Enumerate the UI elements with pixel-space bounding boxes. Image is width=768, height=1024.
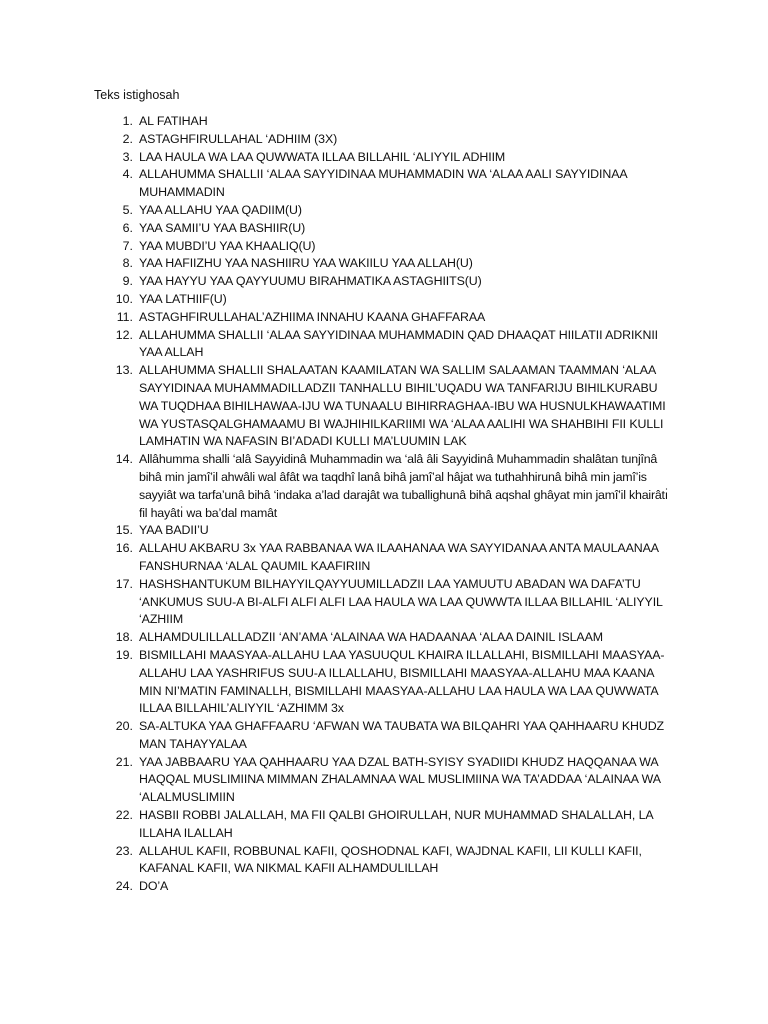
list-item-number: 16. <box>115 541 133 556</box>
list-item <box>0 629 768 647</box>
list-item-number: 24. <box>115 879 133 894</box>
list-item-number: 15. <box>115 523 133 538</box>
list-item <box>0 807 768 843</box>
list-item-number: 6. <box>122 220 133 235</box>
list-item-text: BISMILLAHI MAASYAA-ALLAHU LAA YASUUQUL KHAIRA ILLALLAHI, BISMILLAHI MAASYAA-ALLAHU LAA YASHRIFUS SUU-A ILLALLAHU, BISMILLAHI MAASYAA-ALLAHU MAA KAANA MIN NI’MATIN FAMINALLH, BISMILLAHI MAASYAA-ALLAHU LAA HAULA WA LAA QUWWATA ILLAA BILLAHIL’ALIYYIL ‘AZHIMM 3x <box>139 647 665 716</box>
list-item-number: 13. <box>115 363 133 378</box>
list-item-number: 9. <box>122 274 133 289</box>
list-item <box>0 220 768 238</box>
list-item-number: 4. <box>122 167 133 182</box>
list-item-text: ALHAMDULILLALLADZII ‘AN’AMA ‘ALAINAA WA HADAANAA ‘ALAA DAINIL ISLAAM <box>139 630 603 645</box>
list-item <box>0 131 768 149</box>
list-item <box>0 718 768 754</box>
list-item-text: ALLAHUMMA SHALLII SHALAATAN KAAMILATAN WA SALLIM SALAAMAN TAAMMAN ‘ALAA SAYYIDINAA MUHAMMADILLADZII TANHALLU BIHIL’UQADU WA TANFARIJU BIHILKURABU WA TUQDHAA BIHILHAWAA-IJU WA TUNAALU BIHIRRAGHAA-IBU WA HUSNULKHAWAATIMI WA YUSTASQALGHAMAAMU BI WAJHIHILKARIIMI WA ‘ALAA AALIHI WA SHAHBIHI FII KULLI LAMHATIN WA NAFASIN BI’ADADI KULLI MA’LUUMIN LAK <box>139 363 666 449</box>
list-item-number: 8. <box>122 256 133 271</box>
list-item <box>0 291 768 309</box>
list-item-text: ALLAHUMMA SHALLII ‘ALAA SAYYIDINAA MUHAMMADIN QAD DHAAQAT HIILATII ADRIKNII YAA ALLAH <box>139 327 659 360</box>
list-item-text: ALLAHUL KAFII, ROBBUNAL KAFII, QOSHODNAL KAFI, WAJDNAL KAFII, LII KULLI KAFII, KAFANAL KAFII, WA NIKMAL KAFII ALHAMDULILLAH <box>139 843 642 876</box>
list-item <box>0 451 768 522</box>
list-item <box>0 113 768 131</box>
list-item-number: 7. <box>122 238 133 253</box>
list-item-number: 10. <box>115 291 133 306</box>
list-item-number: 20. <box>115 719 133 734</box>
list-item-number: 23. <box>115 843 133 858</box>
list-item <box>0 149 768 167</box>
list-item <box>0 166 768 202</box>
list-item-text: HASBII ROBBI JALALLAH, MA FII QALBI GHOIRULLAH, NUR MUHAMMAD SHALALLAH, LA ILLAHA ILALLAH <box>139 808 653 840</box>
list-item-number: 21. <box>115 754 133 769</box>
list-item-number: 3. <box>122 149 133 164</box>
list-item-text: Allâhumma shalli ‘alâ Sayyidinâ Muhammadin wa ‘alâ âli Sayyidinâ Muhammadin shalâtan tunjînâ bihâ min jamî’il ahwâli wal âfât wa taqdhî lanâ bihâ jamî’al hâjat wa tuthahhirunâ bihâ min jamî’is sayyiât wa tarfa’unâ bihâ ‘indaka a’lad darajât wa tuballighunâ bihâ aqshal ghâyat min jamî’il khairâtı̇ fil hayâtı̇ wa ba’dal mamât <box>139 452 669 520</box>
list-item-text: SA-ALTUKA YAA GHAFFAARU ‘AFWAN WA TAUBATA WA BILQAHRI YAA QAHHAARU KHUDZ MAN TAHAYYALAA <box>139 719 665 751</box>
list-item <box>0 878 768 896</box>
list-item-text: YAA MUBDI’U YAA KHAALIQ(U) <box>139 238 316 253</box>
list-item-text: DO’A <box>139 879 169 894</box>
prayer-list <box>0 113 768 896</box>
list-item-text: ALLAHUMMA SHALLII ‘ALAA SAYYIDINAA MUHAMMADIN WA ‘ALAA AALI SAYYIDINAA MUHAMMADIN <box>139 167 627 200</box>
list-item <box>0 273 768 291</box>
list-item-number: 1. <box>122 114 133 128</box>
list-item-number: 19. <box>115 647 133 662</box>
list-item <box>0 647 768 718</box>
list-item-number: 5. <box>122 202 133 217</box>
list-item <box>0 576 768 629</box>
list-item-text: YAA LATHIIF(U) <box>139 291 227 306</box>
list-item-number: 2. <box>122 131 133 146</box>
list-item-text: YAA ALLAHU YAA QADIIM(U) <box>139 202 302 217</box>
list-item-number: 12. <box>115 327 133 342</box>
list-item-number: 11. <box>116 309 133 324</box>
list-item <box>0 309 768 327</box>
list-item-number: 22. <box>115 808 133 823</box>
list-item <box>0 754 768 807</box>
list-item-text: YAA BADII’U <box>139 523 209 538</box>
list-item <box>0 540 768 576</box>
list-item <box>0 362 768 451</box>
list-item <box>0 202 768 220</box>
list-item-text: ASTAGHFIRULLAHAL’AZHIIMA INNAHU KAANA GHAFFARAA <box>139 309 486 324</box>
document-title: Teks istighosah <box>94 88 180 102</box>
list-item-text: YAA SAMII’U YAA BASHIIR(U) <box>139 220 306 235</box>
list-item <box>0 327 768 363</box>
list-item <box>0 238 768 256</box>
list-item <box>0 522 768 540</box>
list-item-number: 17. <box>115 576 133 591</box>
list-item-text: YAA JABBAARU YAA QAHHAARU YAA DZAL BATH-SYISY SYADIIDI KHUDZ HAQQANAA WA HAQQAL MUSLIMIINA MIMMAN ZHALAMNAA WAL MUSLIMIINA WA TA’ADDAA ‘ALAINAA WA ‘ALALMUSLIMIIN <box>139 754 661 805</box>
list-item-text: YAA HAFIIZHU YAA NASHIIRU YAA WAKIILU YAA ALLAH(U) <box>139 256 473 271</box>
list-item-number: 14. <box>115 452 133 467</box>
list-item-text: LAA HAULA WA LAA QUWWATA ILLAA BILLAHIL ‘ALIYYIL ADHIIM <box>139 149 506 164</box>
list-item <box>0 255 768 273</box>
list-item <box>0 843 768 879</box>
list-item-text: AL FATIHAH <box>139 114 208 128</box>
list-item-text: HASHSHANTUKUM BILHAYYILQAYYUUMILLADZII LAA YAMUUTU ABADAN WA DAFA’TU ‘ANKUMUS SUU-A BI-ALFI ALFI ALFI LAA HAULA WA LAA QUWWTA ILLAA BILLAHIL ‘ALIYYIL ‘AZHIIM <box>139 576 663 627</box>
list-item-text: ALLAHU AKBARU 3x YAA RABBANAA WA ILAAHANAA WA SAYYIDANAA ANTA MAULAANAA FANSHURNAA ‘ALAL QAUMIL KAAFIRIIN <box>139 541 659 573</box>
list-item-number: 18. <box>115 630 133 645</box>
list-item-text: ASTAGHFIRULLAHAL ‘ADHIIM (3X) <box>139 131 338 146</box>
list-item-text: YAA HAYYU YAA QAYYUUMU BIRAHMATIKA ASTAGHIITS(U) <box>139 274 482 289</box>
